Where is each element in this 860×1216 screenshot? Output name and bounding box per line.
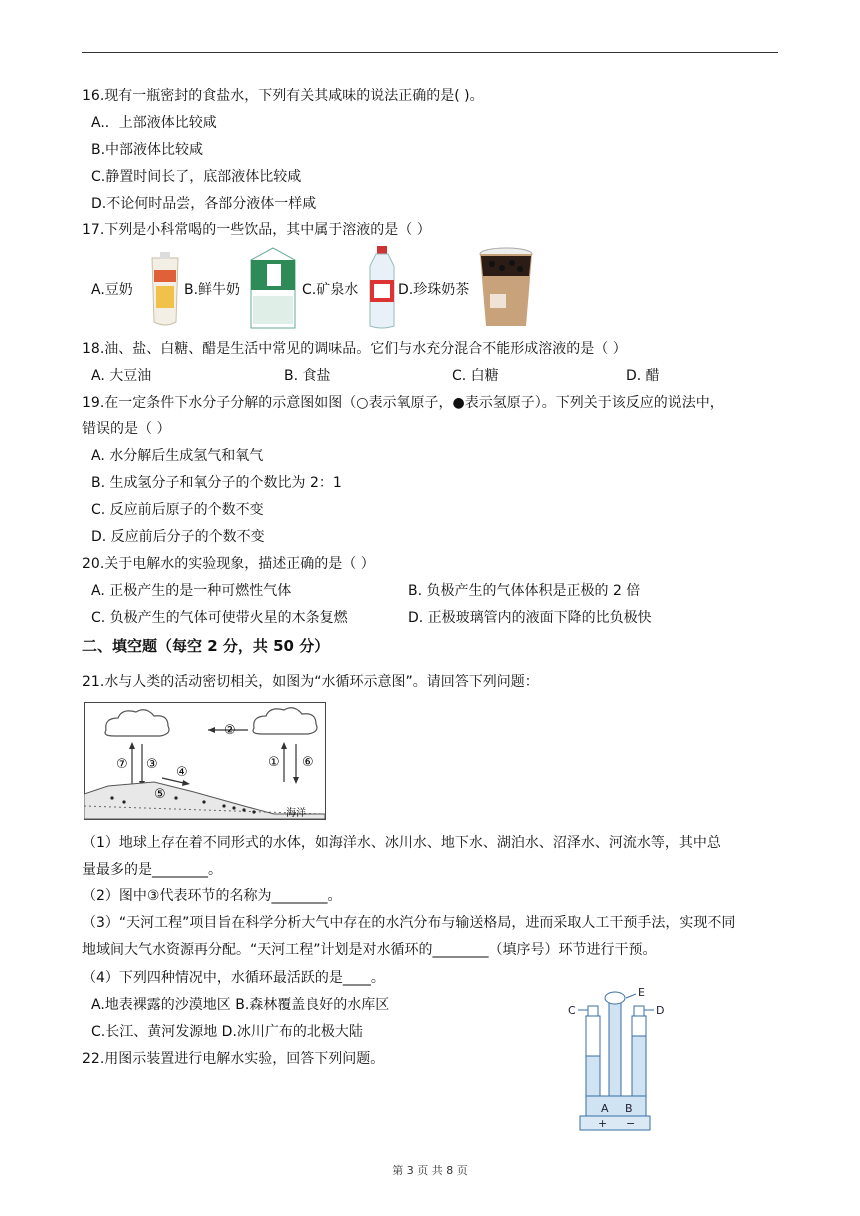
label-e: E [638,986,645,999]
q22-stem: 22.用图示装置进行电解水实验，回答下列问题。 [82,1051,385,1067]
mineral-water-bottle-image [367,246,397,330]
q20-option-d: D. 正极玻璃管内的液面下降的比负极快 [408,610,652,626]
label-1: ① [268,755,280,770]
q16-option-d: D.不论何时品尝，各部分液体一样咸 [91,196,317,212]
q19-stem-line2: 错误的是（ ） [82,421,171,437]
q21-part4-options-ab: A.地表裸露的沙漠地区 B.森林覆盖良好的水库区 [91,997,390,1013]
q21-part1-line1: （1）地球上存在着不同形式的水体，如海洋水、冰川水、地下水、湖泊水、沼泽水、河流水等，其中总 [82,835,721,851]
q16-option-c: C.静置时间长了，底部液体比较咸 [91,169,302,185]
q17-stem: 17.下列是小科常喝的一些饮品，其中属于溶液的是（ ） [82,222,431,238]
page-number: 第 3 页 共 8 页 [392,1164,468,1177]
q18-option-d: D. 醋 [626,368,660,384]
q20-option-b: B. 负极产生的气体体积是正极的 2 倍 [408,583,641,599]
section-heading: 二、填空题（每空 2 分，共 50 分） [82,637,330,655]
q19-option-b: B. 生成氢分子和氧分子的个数比为 2：1 [91,475,342,491]
q19-stem-line1: 19.在一定条件下水分子分解的示意图如图（○表示氧原子，●表示氢原子）。下列关于该反应的说法中， [82,395,724,411]
q21-part3-line1: （3）“天河工程”项目旨在科学分析大气中存在的水汽分布与输送格局，进而采取人工干预手法，实现不同 [82,915,736,931]
label-a: A [601,1102,609,1115]
q21-part4: （4）下列四种情况中，水循环最活跃的是____。 [82,970,385,986]
q20-option-c: C. 负极产生的气体可使带火星的木条复燃 [91,610,348,626]
header-rule [82,52,778,53]
milk-carton-image [247,246,299,330]
water-cycle-diagram [84,702,326,820]
soy-milk-pouch-image [146,252,184,328]
label-3: ③ [146,757,158,772]
q20-stem: 20.关于电解水的实验现象，描述正确的是（ ） [82,556,375,572]
bubble-tea-cup-image [476,246,536,330]
label-5: ⑤ [154,787,166,802]
q18-option-c: C. 白糖 [452,368,499,384]
label-4: ④ [176,765,188,780]
q18-option-b: B. 食盐 [284,368,331,384]
q19-option-a: A. 水分解后生成氢气和氧气 [91,448,264,464]
label-b: B [625,1102,633,1115]
q18-stem: 18.油、盐、白糖、醋是生活中常见的调味品。它们与水充分混合不能形成溶液的是（ ） [82,341,627,357]
label-minus: − [626,1117,636,1130]
q18-option-a: A. 大豆油 [91,368,152,384]
q21-part3-line2: 地域间大气水资源再分配。“天河工程”计划是对水循环的________（填序号）环节进行干预。 [82,942,657,958]
q21-part4-options-cd: C.长江、黄河发源地 D.冰川广布的北极大陆 [91,1024,363,1040]
label-plus: + [598,1117,608,1130]
label-c: C [568,1004,576,1017]
electrolysis-apparatus-diagram [566,986,674,1138]
label-6: ⑥ [302,755,314,770]
label-ocean: 海洋 [286,808,306,819]
q21-stem: 21.水与人类的活动密切相关，如图为“水循环示意图”。请回答下列问题： [82,674,539,690]
q17-option-d: D.珍珠奶茶 [398,282,470,298]
q19-option-c: C. 反应前后原子的个数不变 [91,502,264,518]
q20-option-a: A. 正极产生的是一种可燃性气体 [91,583,292,599]
q17-option-b: B.鲜牛奶 [184,282,241,298]
q19-option-d: D. 反应前后分子的个数不变 [91,529,265,545]
label-7: ⑦ [116,757,128,772]
label-d: D [656,1004,665,1017]
q16-option-b: B.中部液体比较咸 [91,142,204,158]
q16-option-a: A.．上部液体比较咸 [91,115,217,131]
q21-part1-line2: 量最多的是________。 [82,862,222,878]
q17-option-a: A.豆奶 [91,282,133,298]
label-2: ② [224,723,236,738]
q16-stem: 16.现有一瓶密封的食盐水，下列有关其咸味的说法正确的是( )。 [82,88,484,104]
q17-option-c: C.矿泉水 [302,282,359,298]
q21-part2: （2）图中③代表环节的名称为________。 [82,888,342,904]
